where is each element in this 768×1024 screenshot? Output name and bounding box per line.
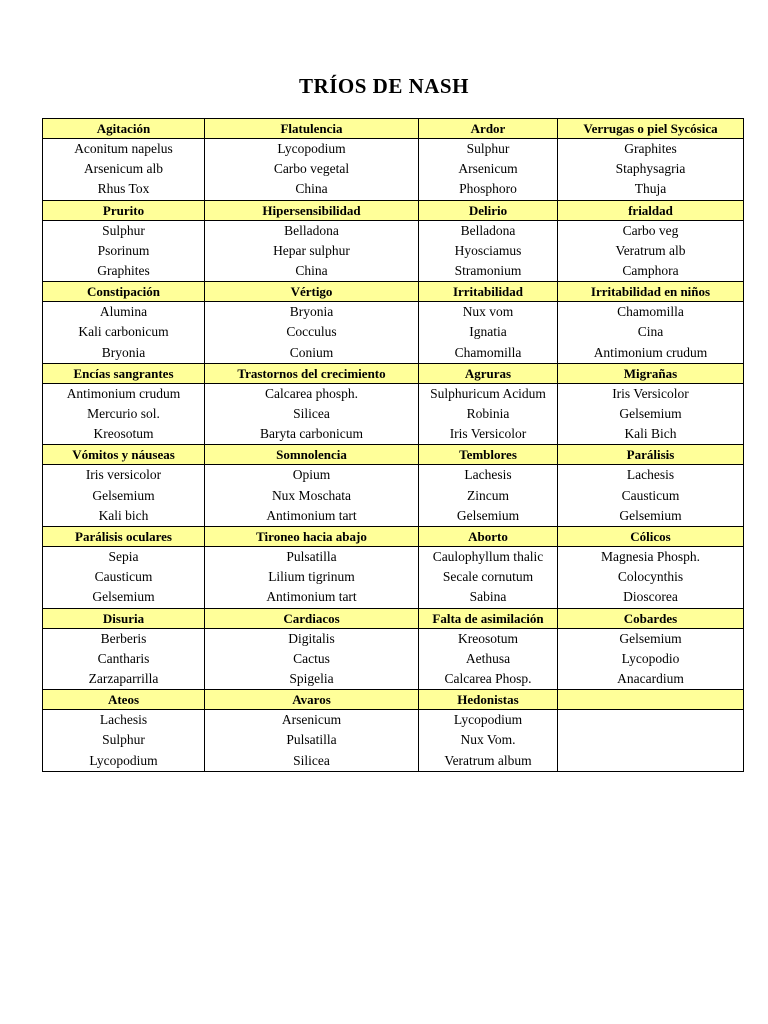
remedy: Belladona <box>460 222 516 238</box>
category-header: Vértigo <box>205 282 419 302</box>
category-header: Ardor <box>419 119 558 139</box>
remedy: Causticum <box>94 569 153 585</box>
remedy: Chamomilla <box>454 344 522 360</box>
category-header: Vómitos y náuseas <box>43 445 205 465</box>
category-header: Irritabilidad <box>419 282 558 302</box>
remedy: Carbo veg <box>622 222 679 238</box>
remedy: China <box>295 181 328 197</box>
remedies-cell <box>205 302 419 364</box>
remedies-cell <box>205 139 419 201</box>
remedy: Anacardium <box>617 671 684 687</box>
category-header-row <box>43 527 744 547</box>
remedy: Cantharis <box>97 650 150 666</box>
remedy: Kali bich <box>98 507 149 523</box>
remedies-cell <box>558 383 744 445</box>
remedy: Lachesis <box>464 467 512 483</box>
category-header: frialdad <box>558 200 744 220</box>
remedy: Causticum <box>621 487 680 503</box>
remedies-cell <box>43 465 205 527</box>
remedies-row <box>43 547 744 609</box>
remedy: Gelsemium <box>92 487 155 503</box>
remedy: Antimonium crudum <box>66 385 181 401</box>
remedy: Nux Moschata <box>271 487 352 503</box>
remedies-cell <box>43 302 205 364</box>
remedy: Alumina <box>99 304 148 320</box>
remedy: Thuja <box>634 181 667 197</box>
remedy: Lycopodium <box>453 712 523 728</box>
remedy: Gelsemium <box>619 507 682 523</box>
trios-table <box>42 118 744 772</box>
remedies-row <box>43 383 744 445</box>
remedies-cell <box>558 139 744 201</box>
remedy <box>560 751 741 771</box>
category-header: Agitación <box>43 119 205 139</box>
remedy: Calcarea Phosp. <box>444 671 532 687</box>
category-header: Falta de asimilación <box>419 608 558 628</box>
remedies-cell <box>43 139 205 201</box>
remedy: Mercurio sol. <box>87 406 160 422</box>
category-header: Somnolencia <box>205 445 419 465</box>
category-header: Ateos <box>43 690 205 710</box>
remedy: Caulophyllum thalic <box>432 549 544 565</box>
category-header: Cobardes <box>558 608 744 628</box>
category-header-row <box>43 608 744 628</box>
category-header: Avaros <box>205 690 419 710</box>
remedies-cell <box>419 465 558 527</box>
remedies-row <box>43 710 744 772</box>
remedy: Lachesis <box>626 467 675 483</box>
remedies-cell <box>419 628 558 690</box>
remedy: Hyosciamus <box>454 242 522 258</box>
remedy: Lycopodium <box>89 752 158 768</box>
category-header-row <box>43 200 744 220</box>
remedies-row <box>43 139 744 201</box>
remedies-cell <box>419 139 558 201</box>
category-header: Hedonistas <box>419 690 558 710</box>
remedy <box>560 710 741 730</box>
remedy: Kali carbonicum <box>78 324 169 340</box>
remedy: Sulphur <box>466 141 510 156</box>
remedy: Kreosotum <box>458 630 518 646</box>
remedies-cell <box>205 465 419 527</box>
remedy: Lilium tigrinum <box>268 569 355 585</box>
remedies-cell <box>205 383 419 445</box>
remedy: Iris Versicolor <box>449 426 527 442</box>
page-title: TRÍOS DE NASH <box>299 74 469 98</box>
remedy: Robinia <box>466 406 510 422</box>
category-header: Encías sangrantes <box>43 363 205 383</box>
category-header: Prurito <box>43 200 205 220</box>
category-header: Tironeo hacia abajo <box>205 527 419 547</box>
remedies-cell <box>43 547 205 609</box>
remedy: Colocynthis <box>617 569 684 585</box>
remedy: Psorinum <box>97 242 150 258</box>
remedy: Sepia <box>108 549 139 565</box>
category-header <box>558 690 744 710</box>
remedy: Nux vom <box>462 304 514 320</box>
remedy: Carbo vegetal <box>273 161 350 177</box>
remedies-cell <box>558 710 744 772</box>
remedy: Graphites <box>624 141 677 156</box>
remedies-cell <box>43 628 205 690</box>
category-header: Cardiacos <box>205 608 419 628</box>
category-header: Delirio <box>419 200 558 220</box>
category-header: Aborto <box>419 527 558 547</box>
remedies-row <box>43 465 744 527</box>
remedy: China <box>295 263 328 279</box>
remedy: Conium <box>289 344 334 360</box>
remedies-cell <box>419 547 558 609</box>
remedies-cell <box>558 465 744 527</box>
remedy: Magnesia Phosph. <box>601 549 700 565</box>
category-header: Hipersensibilidad <box>205 200 419 220</box>
remedy: Hepar sulphur <box>273 242 350 258</box>
remedy: Gelsemium <box>456 507 520 523</box>
remedy: Sabina <box>469 589 507 605</box>
category-header: Trastornos del crecimiento <box>205 363 419 383</box>
remedy: Belladona <box>284 222 339 238</box>
remedy: Spigelia <box>289 671 334 687</box>
remedies-cell <box>419 383 558 445</box>
remedies-cell <box>43 383 205 445</box>
remedy: Bryonia <box>289 304 334 320</box>
remedy: Sulphur <box>102 732 145 748</box>
remedies-cell <box>419 302 558 364</box>
remedies-cell <box>558 220 744 282</box>
remedies-cell <box>419 710 558 772</box>
remedy: Veratrum album <box>444 752 532 768</box>
category-header-row <box>43 282 744 302</box>
remedy: Zarzaparrilla <box>88 671 159 687</box>
category-header: Disuria <box>43 608 205 628</box>
remedies-cell <box>558 302 744 364</box>
remedy: Baryta carbonicum <box>259 426 364 442</box>
remedy: Camphora <box>622 263 679 279</box>
remedy: Aconitum napelus <box>74 141 173 156</box>
remedy: Iris versicolor <box>85 467 162 483</box>
remedy: Lycopodio <box>621 650 680 666</box>
remedies-cell <box>558 547 744 609</box>
remedy: Dioscorea <box>623 589 678 605</box>
remedy: Pulsatilla <box>286 732 337 748</box>
remedy: Secale cornutum <box>442 569 534 585</box>
remedy: Kali Bich <box>624 426 677 442</box>
remedy: Calcarea phosph. <box>265 385 358 401</box>
category-header: Migrañas <box>558 363 744 383</box>
remedy: Stramonium <box>454 263 522 279</box>
remedy: Arsenicum alb <box>83 161 164 177</box>
remedy: Cactus <box>293 650 330 666</box>
category-header: Parálisis <box>558 445 744 465</box>
remedy: Nux Vom. <box>460 732 516 748</box>
category-header: Constipación <box>43 282 205 302</box>
remedy: Phosphoro <box>459 181 517 197</box>
category-header: Temblores <box>419 445 558 465</box>
remedy: Kreosotum <box>93 426 154 442</box>
remedy: Lycopodium <box>277 141 346 156</box>
remedy: Cina <box>637 324 664 340</box>
category-header: Irritabilidad en niños <box>558 282 744 302</box>
remedy: Lachesis <box>99 712 148 728</box>
remedies-row <box>43 628 744 690</box>
remedy: Graphites <box>97 263 150 279</box>
remedy: Aethusa <box>465 650 511 666</box>
remedies-cell <box>43 710 205 772</box>
remedy: Antimonium tart <box>266 589 357 605</box>
remedy: Rhus Tox <box>97 181 150 197</box>
remedies-row <box>43 220 744 282</box>
category-header-row <box>43 119 744 139</box>
category-header: Verrugas o piel Sycósica <box>558 119 744 139</box>
remedy: Gelsemium <box>619 630 682 646</box>
remedies-cell <box>205 547 419 609</box>
remedy: Antimonium tart <box>266 507 357 523</box>
remedies-cell <box>419 220 558 282</box>
category-header-row <box>43 445 744 465</box>
remedy: Gelsemium <box>92 589 155 605</box>
remedy: Zincum <box>467 487 509 503</box>
remedy: Veratrum alb <box>615 242 686 258</box>
category-header-row <box>43 363 744 383</box>
category-header-row <box>43 690 744 710</box>
category-header: Agruras <box>419 363 558 383</box>
remedy: Silicea <box>293 752 330 768</box>
remedy: Bryonia <box>101 344 146 360</box>
remedy: Staphysagria <box>615 161 686 177</box>
remedy: Berberis <box>100 630 147 646</box>
category-header: Cólicos <box>558 527 744 547</box>
remedies-cell <box>205 628 419 690</box>
remedy: Ignatia <box>469 324 507 340</box>
remedy: Opium <box>292 467 331 483</box>
remedy: Sulphur <box>102 222 145 238</box>
remedies-cell <box>205 710 419 772</box>
remedy: Digitalis <box>288 630 335 646</box>
remedies-cell <box>43 220 205 282</box>
remedy: Pulsatilla <box>286 549 337 565</box>
remedy: Cocculus <box>286 324 337 340</box>
remedy: Sulphuricum Acidum <box>430 385 546 401</box>
remedy: Arsenicum <box>281 712 342 728</box>
remedies-cell <box>558 628 744 690</box>
category-header: Flatulencia <box>205 119 419 139</box>
remedy: Gelsemium <box>619 406 682 422</box>
remedy: Silicea <box>293 406 330 422</box>
remedy: Arsenicum <box>458 161 518 177</box>
remedy <box>560 730 741 750</box>
remedies-cell <box>205 220 419 282</box>
category-header: Parálisis oculares <box>43 527 205 547</box>
remedy: Iris Versicolor <box>612 385 689 401</box>
remedies-row <box>43 302 744 364</box>
remedy: Chamomilla <box>617 304 684 320</box>
remedy: Antimonium crudum <box>593 344 708 360</box>
